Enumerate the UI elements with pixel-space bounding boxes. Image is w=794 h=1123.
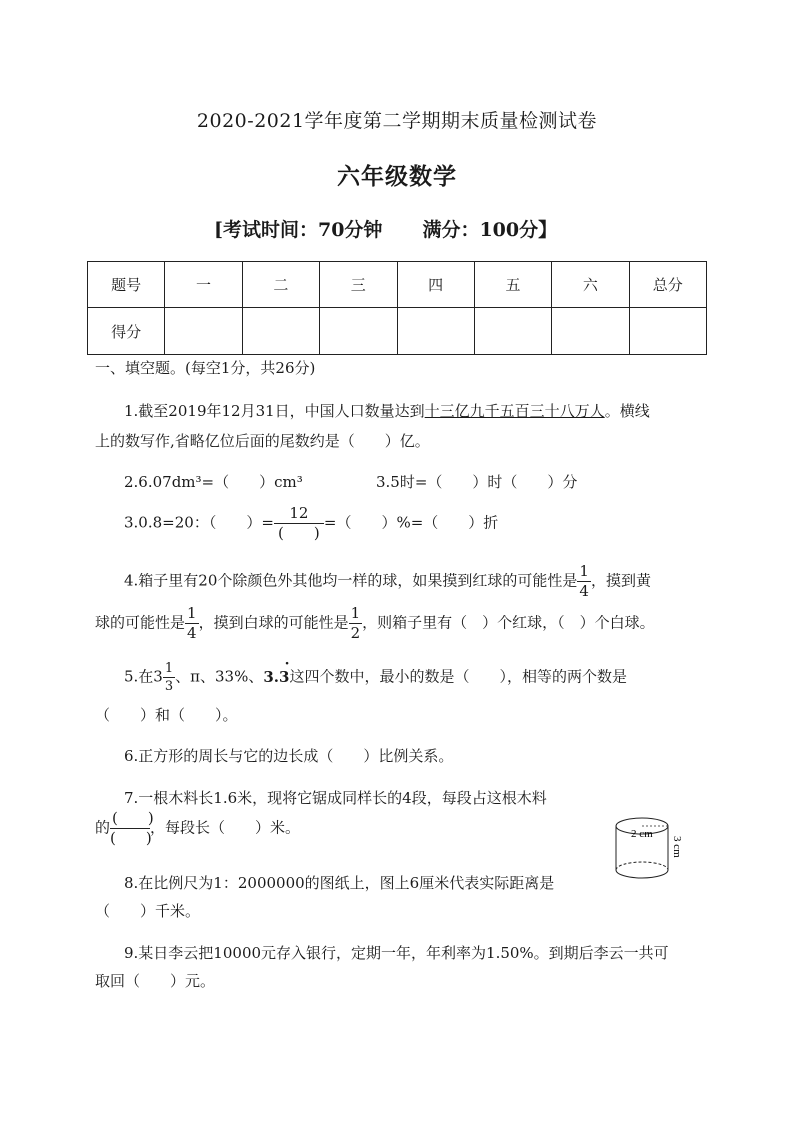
question-7-line-2 bbox=[95, 811, 300, 846]
fraction-numerator: 12 bbox=[274, 506, 324, 524]
question-7-text: 的 bbox=[95, 818, 111, 837]
fraction bbox=[163, 662, 175, 693]
subject-title: 六年级数学 bbox=[337, 163, 457, 190]
section-heading: 一、填空题。(每空1分，共26分) bbox=[95, 359, 316, 377]
score-table-header: 三 bbox=[320, 262, 397, 308]
fraction-denominator: 3 bbox=[164, 679, 174, 694]
diameter-label: 2 cm bbox=[631, 828, 653, 840]
fraction bbox=[577, 564, 591, 599]
fraction-denominator: 4 bbox=[579, 582, 589, 600]
fraction-numerator: 1 bbox=[187, 604, 197, 622]
exam-info bbox=[214, 215, 557, 242]
question-1-line-2: 上的数写作,省略亿位后面的尾数约是（ ）亿。 bbox=[95, 432, 430, 450]
question-4-line-1 bbox=[124, 564, 651, 599]
exam-title: 2020-2021学年度第二学期期末质量检测试卷 bbox=[196, 110, 598, 132]
question-4-text: 4.箱子里有20个除颜色外其他均一样的球，如果摸到红球的可能性是 bbox=[124, 571, 578, 590]
score-table-header: 四 bbox=[397, 262, 474, 308]
repeating-dot: · bbox=[284, 655, 290, 672]
question-3-text-end: =（ ）%=（ ）折 bbox=[323, 513, 499, 532]
score-table-score-row bbox=[88, 308, 707, 355]
question-2-part-b: 3.5时=（ ）时（ ）分 bbox=[376, 473, 578, 491]
score-label: 满分：100分】 bbox=[422, 219, 558, 241]
score-table-header: 六 bbox=[552, 262, 629, 308]
question-1-text: 1.截至2019年12月31日，中国人口数量达到 bbox=[124, 402, 425, 420]
question-4-text: ，摸到白球的可能性是 bbox=[198, 613, 349, 632]
cylinder-bottom-back bbox=[616, 862, 668, 870]
score-cell[interactable] bbox=[397, 308, 474, 355]
fraction bbox=[110, 809, 154, 847]
repeating-decimal bbox=[263, 655, 290, 686]
fraction-numerator: 1 bbox=[164, 661, 174, 676]
score-cell[interactable] bbox=[242, 308, 319, 355]
question-7-text-end: ，每段长（ ）米。 bbox=[150, 818, 301, 837]
question-5-line-1 bbox=[124, 655, 627, 694]
height-label: 3 cm bbox=[671, 836, 683, 858]
fraction-numerator: 1 bbox=[579, 562, 589, 580]
question-4-line-2 bbox=[95, 606, 655, 641]
question-4-text-end: ，摸到黄 bbox=[590, 571, 651, 590]
question-1-line-1 bbox=[124, 400, 650, 421]
underlined-number-text: 十三亿九千五百三十八万人 bbox=[424, 402, 605, 420]
score-cell[interactable] bbox=[552, 308, 629, 355]
question-8-line-2: （ ）千米。 bbox=[95, 902, 201, 920]
question-4-text: 球的可能性是 bbox=[95, 613, 186, 632]
question-3 bbox=[124, 506, 498, 541]
cylinder-bottom-front bbox=[616, 870, 668, 878]
fraction bbox=[349, 606, 363, 641]
score-table-header-row bbox=[88, 262, 707, 308]
fraction-numerator: 1 bbox=[350, 604, 361, 622]
fraction-denominator: ( ) bbox=[278, 524, 320, 542]
score-cell[interactable] bbox=[474, 308, 551, 355]
score-table-header: 一 bbox=[165, 262, 242, 308]
score-cell[interactable] bbox=[165, 308, 242, 355]
question-5-line-2: （ ）和（ ）。 bbox=[95, 706, 238, 724]
time-label: [考试时间：70分钟 bbox=[214, 219, 383, 241]
fraction bbox=[185, 606, 199, 641]
score-table bbox=[87, 261, 707, 355]
question-5-text: 5.在3 bbox=[124, 667, 163, 686]
score-table-header: 总分 bbox=[629, 262, 706, 308]
question-9-line-2: 取回（ ）元。 bbox=[95, 972, 216, 990]
score-table-header: 题号 bbox=[88, 262, 165, 308]
question-3-text: 3.0.8=20：（ ）= bbox=[124, 513, 274, 532]
question-2-part-a: 2.6.07dm³=（ ）cm³ bbox=[124, 473, 303, 491]
fraction-denominator: 4 bbox=[187, 624, 197, 642]
question-9-line-1: 9.某日李云把10000元存入银行，定期一年，年利率为1.50%。到期后李云一共可 bbox=[124, 944, 669, 962]
score-table-header: 五 bbox=[474, 262, 551, 308]
score-table-header: 二 bbox=[242, 262, 319, 308]
score-cell[interactable] bbox=[320, 308, 397, 355]
question-6: 6.正方形的周长与它的边长成（ ）比例关系。 bbox=[124, 747, 454, 765]
cylinder-figure bbox=[610, 812, 690, 884]
score-row-label: 得分 bbox=[88, 308, 165, 355]
fraction-numerator: ( ) bbox=[112, 809, 154, 827]
score-cell[interactable] bbox=[629, 308, 706, 355]
question-1-text-end: 。横线 bbox=[604, 402, 650, 420]
question-5-text: 、π、33%、 bbox=[175, 667, 264, 686]
question-7-line-1: 7.一根木料长1.6米，现将它锯成同样长的4段，每段占这根木料 bbox=[124, 789, 547, 807]
question-5-text-end: 这四个数中，最小的数是（ ），相等的两个数是 bbox=[289, 667, 627, 686]
repeating-decimal-value: 3.3 bbox=[263, 667, 290, 686]
fraction bbox=[274, 506, 324, 541]
question-8-line-1: 8.在比例尺为1：2000000的图纸上，图上6厘米代表实际距离是 bbox=[124, 874, 555, 892]
question-4-text-end: ，则箱子里有（ ）个红球，（ ）个白球。 bbox=[362, 613, 655, 632]
fraction-denominator: ( ) bbox=[110, 829, 152, 847]
fraction-denominator: 2 bbox=[350, 624, 361, 642]
